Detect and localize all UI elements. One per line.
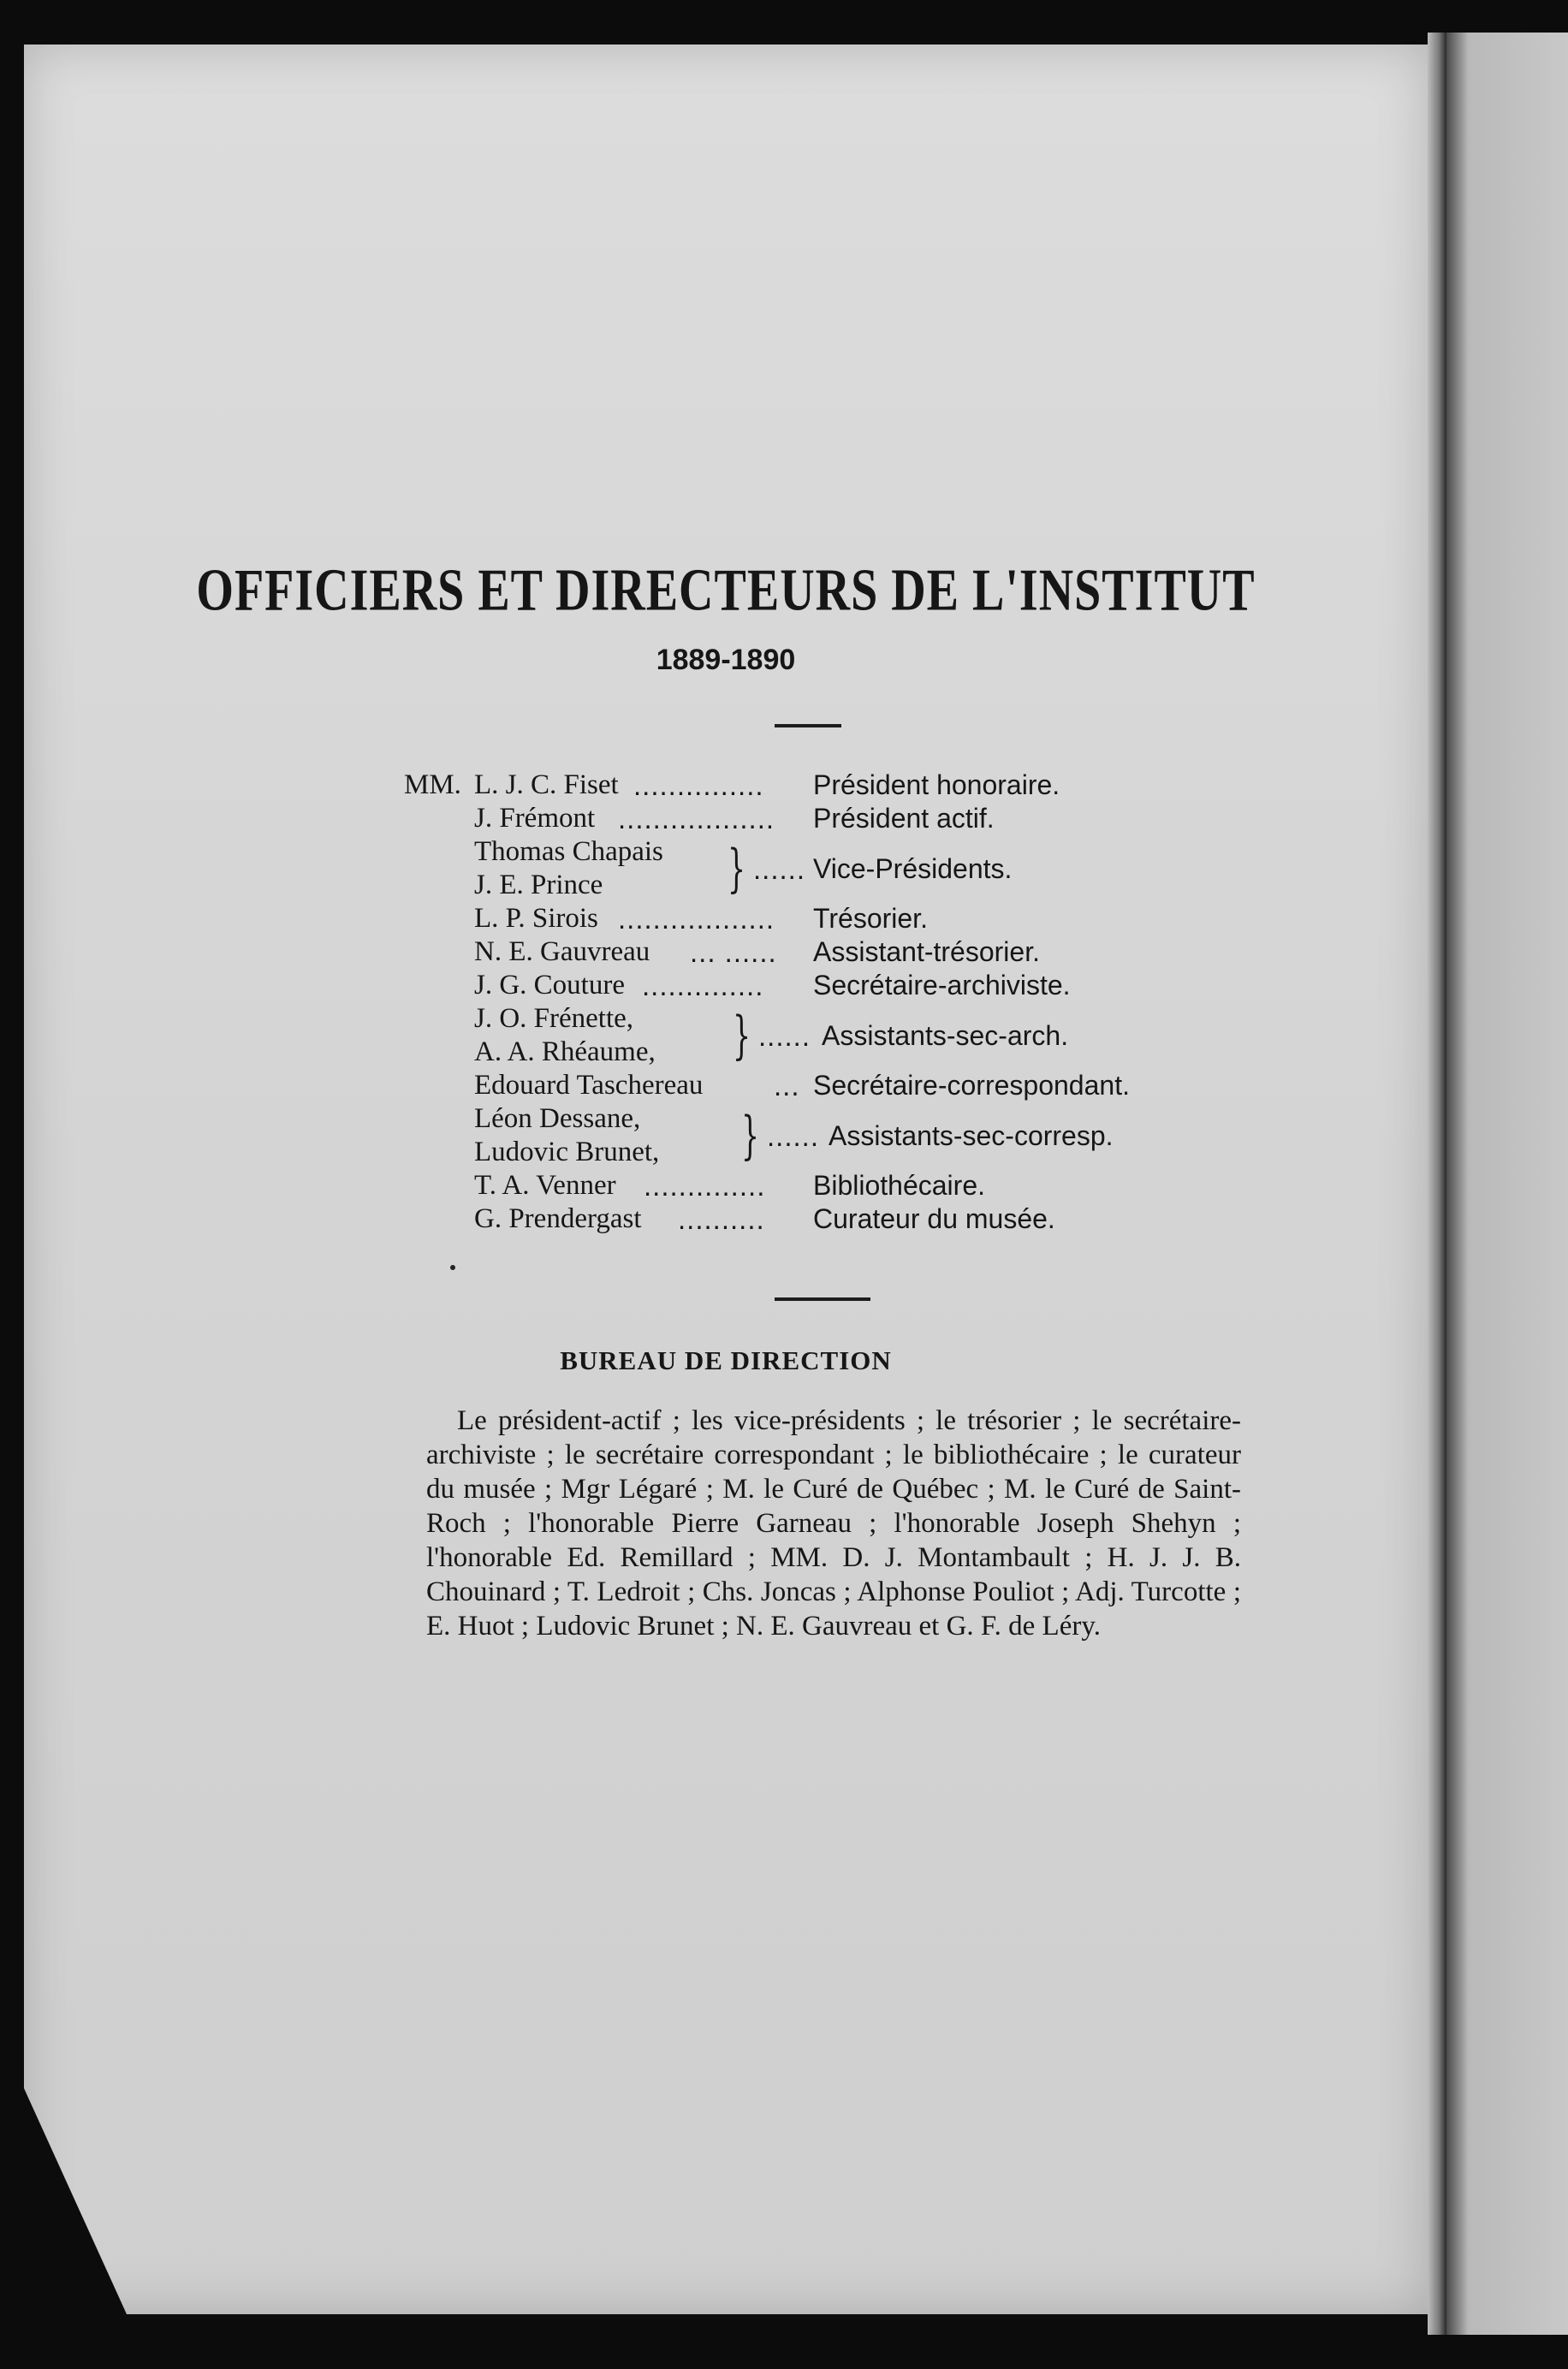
officer-name: Ludovic Brunet,: [474, 1137, 660, 1167]
dot-leader: ...: [774, 1070, 800, 1101]
officer-name: L. P. Sirois: [474, 903, 598, 934]
divider-rule: [775, 724, 841, 727]
officer-name: J. E. Prince: [474, 870, 603, 900]
dot-leader: ..........: [678, 1203, 765, 1235]
officer-pair: [404, 1002, 1226, 1069]
officer-row: [404, 1069, 1226, 1102]
officer-row: [404, 902, 1226, 935]
brace-glyph: }: [733, 1006, 751, 1066]
officer-role: Secrétaire-archiviste.: [813, 970, 1071, 1000]
officer-role: Président actif.: [813, 803, 995, 834]
officer-row: [404, 935, 1226, 969]
officer-name: L. J. C. Fiset: [474, 769, 619, 800]
dot-leader: ..................: [618, 803, 775, 834]
brace-glyph: }: [728, 839, 746, 899]
officer-pair: [404, 1102, 1226, 1169]
officer-row: [404, 802, 1226, 835]
officer-role: Trésorier.: [813, 903, 928, 934]
officer-name: A. A. Rhéaume,: [474, 1036, 656, 1067]
officer-role: Président honoraire.: [813, 769, 1060, 800]
ink-speck: [450, 1265, 455, 1270]
adjacent-page-edge: [1446, 33, 1568, 2335]
officers-list: [404, 769, 1226, 1236]
dot-leader: ......: [753, 853, 806, 885]
officer-name: J. O. Frénette,: [474, 1003, 634, 1034]
dot-leader: ......: [758, 1020, 811, 1052]
officer-role: Vice-Présidents.: [813, 853, 1013, 884]
honorific-prefix: MM.: [404, 769, 461, 800]
dot-leader: ..................: [618, 903, 775, 935]
dot-leader: ..............: [642, 970, 764, 1001]
officer-row: [404, 1202, 1226, 1236]
officer-name: Léon Dessane,: [474, 1103, 641, 1134]
officer-row: [404, 1169, 1226, 1202]
officer-role: Curateur du musée.: [813, 1203, 1055, 1234]
officer-name: J. G. Couture: [474, 970, 625, 1000]
torn-page-corner: [24, 2088, 127, 2314]
officer-name: T. A. Venner: [474, 1170, 616, 1201]
officer-row: [404, 969, 1226, 1002]
officer-row: [404, 769, 1226, 802]
brace-glyph: }: [741, 1106, 760, 1166]
officer-name: G. Prendergast: [474, 1203, 642, 1234]
officer-role: Bibliothécaire.: [813, 1170, 985, 1201]
officer-role: Assistant-trésorier.: [813, 936, 1040, 967]
officer-name: Edouard Taschereau: [474, 1070, 704, 1101]
section-title: BUREAU DE DIRECTION: [560, 1345, 892, 1375]
dot-leader: ......: [767, 1120, 820, 1152]
dot-leader: ..............: [644, 1170, 766, 1202]
divider-rule: [775, 1297, 870, 1301]
officer-role: Assistants-sec-corresp.: [829, 1120, 1114, 1151]
officer-role: Assistants-sec-arch.: [822, 1020, 1069, 1051]
page-gutter: [1428, 33, 1446, 2335]
dot-leader: ...............: [633, 769, 764, 801]
officer-name: Thomas Chapais: [474, 836, 663, 867]
officer-role: Secrétaire-correspondant.: [813, 1070, 1130, 1101]
page-title: OFFICIERS ET DIRECTEURS DE L'INSTITUT: [196, 557, 1256, 624]
dot-leader: ... ......: [690, 936, 777, 968]
officer-name: J. Frémont: [474, 803, 596, 834]
bureau-members-text: Le président-actif ; les vice-présidents ; le trésorier ; le secrétaire-archiviste ; le secrétaire correspondant ; le bibliothécaire ; le curateur du musée ; Mgr Légaré ; M. le Curé de Québec ; M. le Curé de Saint-Roch ; l'honorable Pierre Garneau ; l'honorable Joseph Shehyn ; l'honorable Ed. Remillard ; MM. D. J. Montambault ; H. J. J. B. Chouinard ; T. Ledroit ; Chs. Joncas ; Alphonse Pouliot ; Adj. Turcotte ; E. Huot ; Ludovic Brunet ; N. E. Gauvreau et G. F. de Léry.: [426, 1405, 1241, 1642]
officer-pair: [404, 835, 1226, 902]
officer-name: N. E. Gauvreau: [474, 936, 650, 967]
year-range: 1889-1890: [656, 644, 796, 676]
